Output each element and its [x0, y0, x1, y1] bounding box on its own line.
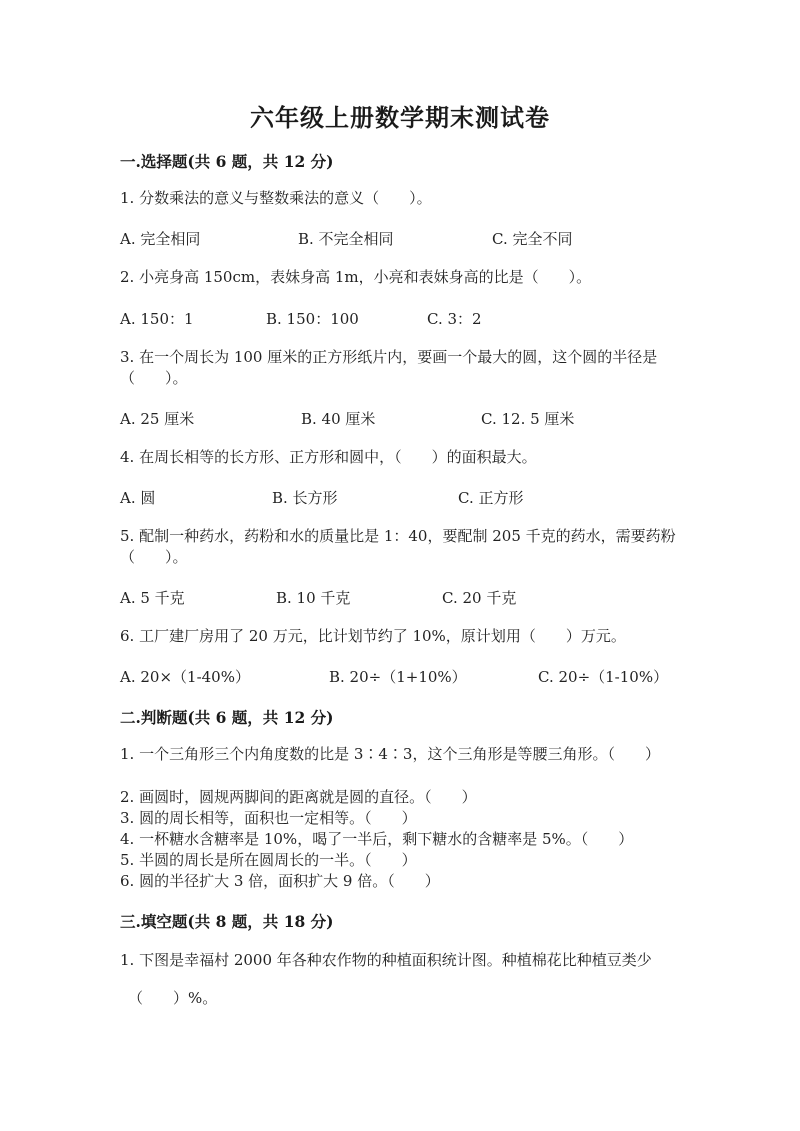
question-text: 4. 在周长相等的长方形、正方形和圆中，（ ）的面积最大。 — [120, 448, 537, 466]
option-a: A. 5 千克 — [120, 589, 185, 607]
judgement-item: 4. 一杯糖水含糖率是 10%，喝了一半后，剩下糖水的含糖率是 5%。（ ） — [120, 830, 634, 848]
section-heading-judgement: 二.判断题(共 6 题，共 12 分) — [120, 708, 334, 727]
option-b: B. 长方形 — [272, 489, 338, 507]
option-b: B. 不完全相同 — [298, 230, 394, 248]
option-a: A. 25 厘米 — [120, 410, 195, 428]
option-c: C. 12. 5 厘米 — [481, 410, 575, 428]
option-b: B. 20÷（1+10%） — [329, 668, 467, 686]
page-title: 六年级上册数学期末测试卷 — [250, 103, 550, 132]
fill-item-continuation: （ ）%。 — [128, 989, 218, 1007]
judgement-item: 6. 圆的半径扩大 3 倍，面积扩大 9 倍。（ ） — [120, 872, 440, 890]
option-b: B. 150：100 — [266, 310, 359, 328]
option-c: C. 20 千克 — [442, 589, 517, 607]
option-c: C. 完全不同 — [492, 230, 573, 248]
section-heading-choice: 一.选择题(共 6 题，共 12 分) — [120, 152, 334, 171]
option-b: B. 10 千克 — [276, 589, 351, 607]
fill-item: 1. 下图是幸福村 2000 年各种农作物的种植面积统计图。种植棉花比种植豆类少 — [120, 951, 652, 969]
section-heading-fill: 三.填空题(共 8 题，共 18 分) — [120, 912, 334, 931]
option-a: A. 完全相同 — [120, 230, 201, 248]
question-text: 3. 在一个周长为 100 厘米的正方形纸片内，要画一个最大的圆，这个圆的半径是（ ）。 — [120, 348, 658, 387]
question-text: 2. 小亮身高 150cm，表妹身高 1m，小亮和表妹身高的比是（ ）。 — [120, 268, 592, 286]
option-c: C. 20÷（1-10%） — [538, 668, 669, 686]
option-c: C. 正方形 — [458, 489, 524, 507]
option-a: A. 圆 — [120, 489, 156, 507]
option-a: A. 20×（1-40%） — [120, 668, 250, 686]
question-text: 6. 工厂建厂房用了 20 万元，比计划节约了 10%，原计划用（ ）万元。 — [120, 627, 626, 645]
question-text: 5. 配制一种药水，药粉和水的质量比是 1：40，要配制 205 千克的药水，需要药粉（ ）。 — [120, 527, 676, 566]
judgement-item: 1. 一个三角形三个内角度数的比是 3∶4∶3，这个三角形是等腰三角形。（ ） — [120, 745, 660, 763]
option-c: C. 3：2 — [427, 310, 482, 328]
judgement-item: 5. 半圆的周长是所在圆周长的一半。（ ） — [120, 851, 417, 869]
option-a: A. 150：1 — [120, 310, 194, 328]
option-b: B. 40 厘米 — [301, 410, 376, 428]
question-text: 1. 分数乘法的意义与整数乘法的意义（ ）。 — [120, 189, 432, 207]
judgement-item: 2. 画圆时，圆规两脚间的距离就是圆的直径。（ ） — [120, 788, 477, 806]
judgement-item: 3. 圆的周长相等，面积也一定相等。（ ） — [120, 809, 417, 827]
